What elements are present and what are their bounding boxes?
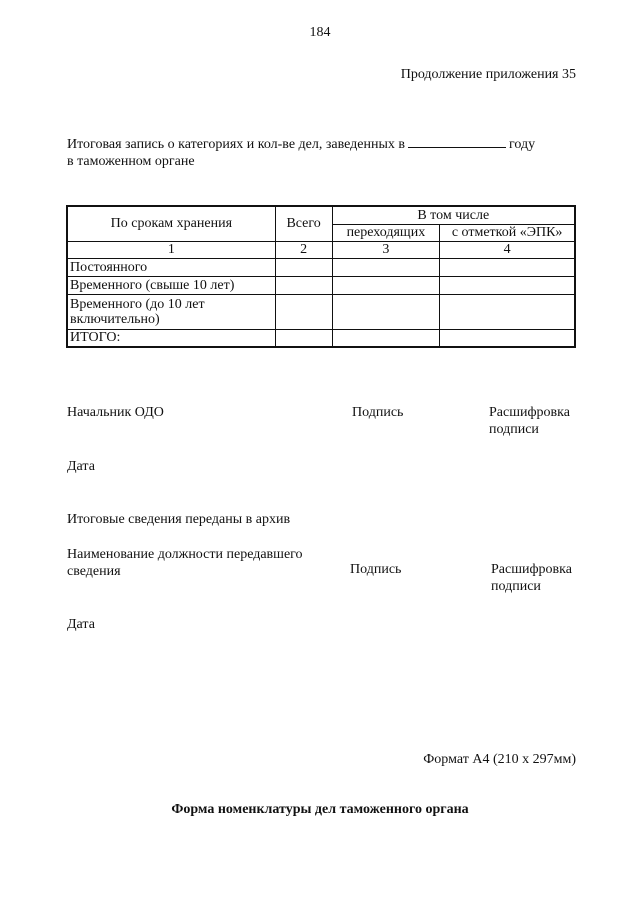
intro-line-2: в таможенном органе: [67, 154, 195, 169]
intro-line-1: [67, 135, 535, 153]
header-including: В том числе: [332, 206, 575, 224]
year-blank-field: [408, 135, 506, 148]
column-number-row: [67, 241, 575, 258]
row-label: Временного (до 10 лет включительно): [67, 294, 275, 329]
table-cell: [440, 276, 575, 294]
column-number: 1: [67, 241, 275, 258]
table-cell: [332, 294, 440, 329]
form-title: Форма номенклатуры дел таможенного органа: [171, 802, 469, 817]
column-number: 4: [440, 241, 575, 258]
header-epk-mark: с отметкой «ЭПК»: [440, 224, 575, 241]
row-label: Постоянного: [67, 258, 275, 276]
position-transferer: Наименование должности передавшего: [67, 547, 303, 562]
column-number: 2: [275, 241, 332, 258]
table-row: [67, 258, 575, 276]
intro-line-1-end: году: [509, 137, 536, 152]
table-row-total: [67, 329, 575, 347]
table-cell: [275, 276, 332, 294]
header-storage-term: По срокам хранения: [67, 206, 275, 241]
continuation-label: Продолжение приложения 35: [400, 67, 576, 82]
signature-decode-label: Расшифровка: [489, 405, 570, 420]
format-note: Формат А4 (210 х 297мм): [423, 752, 576, 767]
table-row: [67, 294, 575, 329]
header-total: Всего: [275, 206, 332, 241]
page-number: 184: [309, 25, 331, 40]
signature-decode-label: Расшифровка: [491, 562, 572, 577]
signature-decode-label-2: подписи: [491, 579, 541, 594]
table-cell: [275, 294, 332, 329]
signature-label: Подпись: [350, 562, 402, 577]
table-cell: [440, 258, 575, 276]
row-label: Временного (свыше 10 лет): [67, 276, 275, 294]
table-cell: [440, 294, 575, 329]
date-label: Дата: [67, 459, 95, 474]
header-carried-over: переходящих: [332, 224, 440, 241]
table-row: [67, 276, 575, 294]
intro-line-1-start: Итоговая запись о категориях и кол-ве дел, заведенных в: [67, 137, 406, 152]
row-label: ИТОГО:: [67, 329, 275, 347]
summary-table: [66, 205, 576, 348]
position-transferer-2: сведения: [67, 564, 121, 579]
archive-note: Итоговые сведения переданы в архив: [67, 512, 291, 527]
date-label: Дата: [67, 617, 95, 632]
position-head-odo: Начальник ОДО: [67, 405, 164, 420]
table-cell: [440, 329, 575, 347]
signature-label: Подпись: [352, 405, 404, 420]
table-cell: [332, 258, 440, 276]
signature-decode-label-2: подписи: [489, 422, 539, 437]
table-cell: [332, 276, 440, 294]
table-cell: [275, 329, 332, 347]
table-cell: [275, 258, 332, 276]
table-cell: [332, 329, 440, 347]
column-number: 3: [332, 241, 440, 258]
